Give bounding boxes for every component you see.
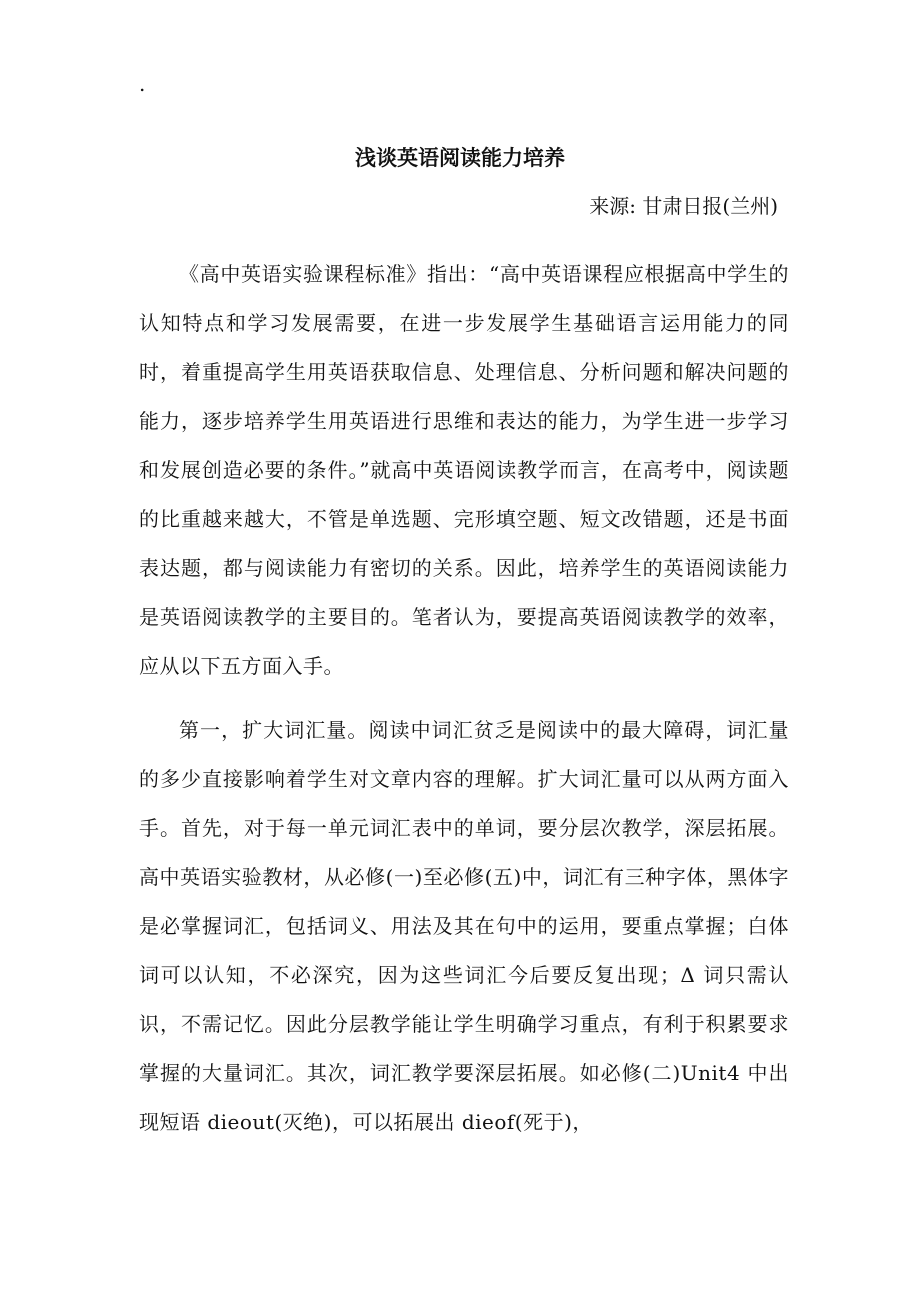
document-source: 来源: 甘肃日报(兰州) <box>589 194 778 218</box>
page-mark: . <box>139 72 146 96</box>
paragraph-intro: 《高中英语实验课程标准》指出：“高中英语课程应根据高中学生的认知特点和学习发展需要，在进一步发展学生基础语言运用能力的同时，着重提高学生用英语获取信息、处理信息、分析问题和解决问题的能力，逐步培养学生用英语进行思维和表达的能力，为学生进一步学习和发展创造必要的条件。”就高中英语阅读教学而言，在高考中，阅读题的比重越来越大，不管是单选题、完形填空题、短文改错题，还是书面表达题，都与阅读能力有密切的关系。因此，培养学生的英语阅读能力是英语阅读教学的主要目的。笔者认为，要提高英语阅读教学的效率，应从以下五方面入手。 <box>139 262 789 678</box>
paragraph-vocabulary: 第一，扩大词汇量。阅读中词汇贫乏是阅读中的最大障碍，词汇量的多少直接影响着学生对文章内容的理解。扩大词汇量可以从两方面入手。首先，对于每一单元词汇表中的单词，要分层次教学，深层拓展。高中英语实验教材，从必修(一)至必修(五)中，词汇有三种字体，黑体字是必掌握词汇，包括词义、用法及其在句中的运用，要重点掌握；白体词可以认知，不必深究，因为这些词汇今后要反复出现；Δ 词只需认识，不需记忆。因此分层教学能让学生明确学习重点，有利于积累要求掌握的大量词汇。其次，词汇教学要深层拓展。如必修(二)Unit4 中出现短语 dieout(灭绝)，可以拓展出 dieof(死于)， <box>139 718 789 1134</box>
document-title: 浅谈英语阅读能力培养 <box>355 145 565 170</box>
